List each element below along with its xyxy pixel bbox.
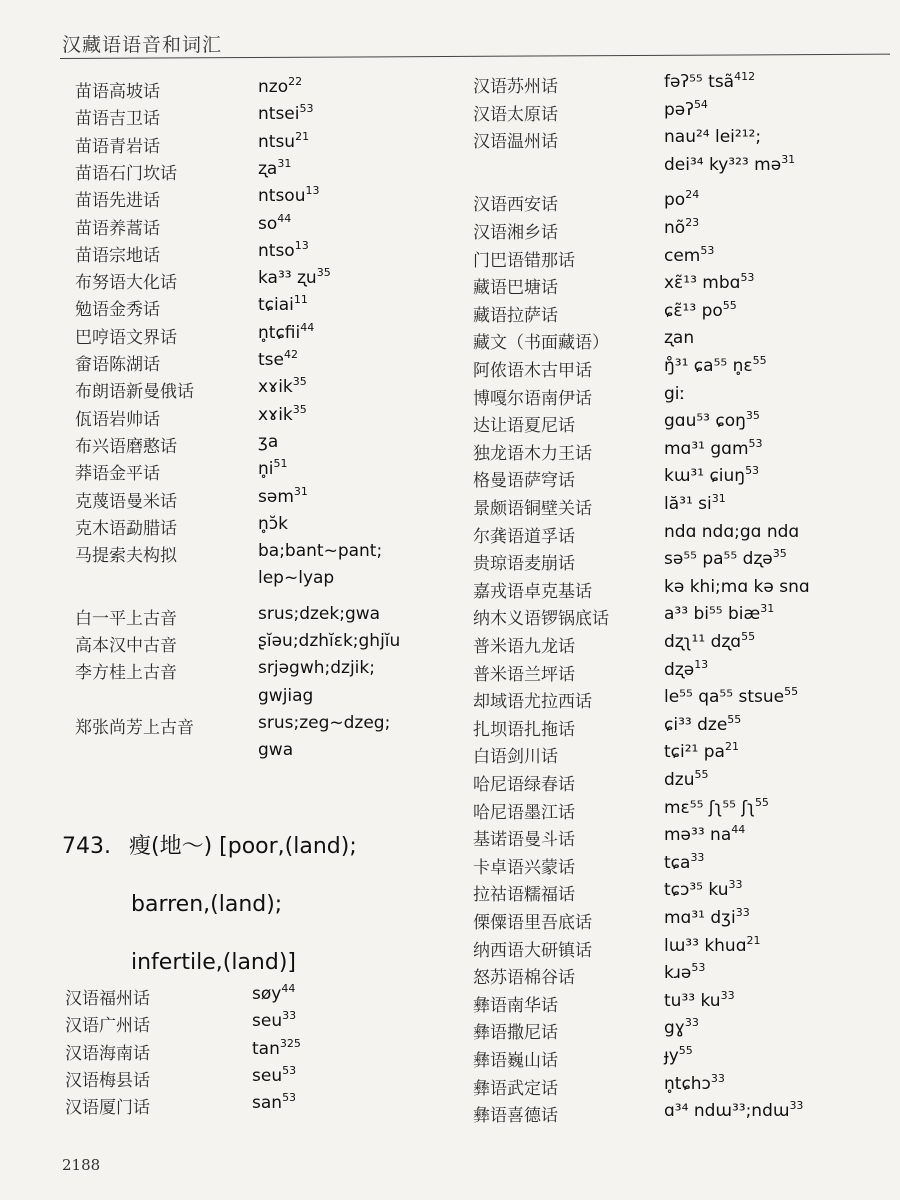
tone-superscript: 35: [316, 266, 331, 280]
form-base: ʂĭǝu;dzhĭɛk;ghjĭu: [258, 631, 401, 651]
list-item: [0, 632, 900, 660]
phonetic-form: [664, 243, 715, 266]
dialect-name: 格曼语萨穹话: [473, 471, 575, 492]
form-base: n̥i: [258, 459, 274, 480]
list-item: [0, 152, 900, 183]
dialect-name: 高本汉中古音: [75, 636, 177, 656]
phonetic-form: [664, 770, 709, 790]
tone-superscript: 44: [731, 823, 746, 837]
form-base: a³³ bi⁵⁵ biæ: [664, 604, 761, 625]
form-base: mɑ³¹ dʒi: [664, 908, 736, 928]
form-base: nau²⁴ lei²¹²;: [664, 127, 762, 148]
dialect-name: 马提索夫构拟: [75, 546, 177, 567]
phonetic-form: [664, 712, 742, 735]
phonetic-form: [664, 742, 739, 762]
list-item: [0, 742, 900, 770]
form-base: tse: [258, 350, 284, 370]
tone-superscript: 35: [772, 547, 787, 561]
tone-superscript: 33: [690, 850, 705, 864]
phonetic-form: [664, 152, 796, 175]
tone-superscript: 13: [294, 238, 309, 252]
dialect-name: 汉语海南话: [65, 1043, 150, 1064]
form-base: pəʔ: [664, 99, 694, 120]
list-item: [0, 657, 900, 688]
tone-superscript: 33: [282, 1009, 297, 1023]
phonetic-form: [664, 933, 761, 956]
entry-gloss-line3: infertile,(land)]: [131, 950, 297, 975]
dialect-name: 基诺语曼斗话: [473, 830, 575, 851]
dialect-name: 纳西语大研镇话: [473, 940, 592, 961]
tone-superscript: 53: [282, 1091, 297, 1105]
dialect-name: 博嘎尔语南伊话: [473, 388, 592, 409]
dialect-name: 白语剑川话: [473, 747, 558, 768]
phonetic-form: [664, 1101, 803, 1121]
tone-superscript: 24: [685, 188, 700, 202]
tone-superscript: 42: [283, 348, 298, 361]
form-base: dʐʅ¹¹ dʐɑ: [664, 632, 742, 652]
phonetic-form: [664, 1046, 693, 1066]
tone-superscript: 22: [288, 75, 303, 88]
tone-superscript: 53: [745, 464, 760, 478]
form-base: cem: [664, 245, 701, 266]
tone-superscript: 35: [292, 375, 307, 389]
phonetic-form: [664, 97, 708, 120]
dialect-name: 达让语夏尼话: [473, 416, 575, 437]
dialect-name: 克蔑语曼米话: [75, 491, 177, 512]
list-item: [0, 850, 900, 881]
dialect-name: 苗语先进话: [75, 191, 160, 212]
form-base: ka³³ ʐu: [258, 268, 317, 289]
phonetic-form: [664, 494, 726, 514]
list-item: [0, 880, 900, 908]
form-base: seu: [252, 1011, 283, 1032]
list-item: [0, 604, 900, 632]
dialect-name: 汉语厦门话: [65, 1098, 150, 1119]
phonetic-form: [664, 687, 798, 707]
tone-superscript: 54: [693, 97, 708, 111]
dialect-name: 白一平上古音: [75, 608, 177, 629]
form-base: srjəgwh;dzjik;: [258, 658, 375, 679]
phonetic-form: [664, 190, 699, 210]
list-item: [0, 1018, 900, 1046]
dialect-name: 嘉戎语卓克基话: [473, 581, 592, 602]
form-base: ntsu: [258, 131, 296, 152]
dialect-name: 普米语九龙话: [473, 637, 575, 657]
tone-superscript: 51: [273, 457, 288, 471]
dialect-name: 贵琼语麦崩话: [473, 554, 575, 575]
dialect-name: 汉语梅县话: [65, 1070, 150, 1091]
form-base: tɕiai: [258, 295, 294, 316]
form-base: sə⁵⁵ pa⁵⁵ dʐə: [664, 549, 773, 570]
phonetic-form: [664, 411, 760, 431]
form-base: ɕi³³ dze: [664, 714, 728, 735]
form-base: gwa: [258, 740, 294, 761]
dialect-name: 苗语养蒿话: [75, 218, 160, 239]
form-base: mɛ⁵⁵ ʃʅ⁵⁵ ʃʅ: [664, 797, 755, 818]
phonetic-form: [664, 1018, 699, 1038]
dialect-name: 勉语金秀话: [75, 300, 160, 321]
form-base: gɑu⁵³ ɕoŋ: [664, 411, 746, 432]
dialect-name: 汉语苏州话: [473, 77, 558, 97]
form-base: lă³¹ si: [664, 494, 712, 514]
dialect-name: 普米语兰坪话: [473, 664, 575, 685]
form-base: lep~lyap: [258, 568, 335, 589]
dialect-name: 佤语岩帅话: [75, 409, 160, 430]
tone-superscript: 21: [746, 933, 761, 947]
dialect-name: 苗语高坡话: [75, 82, 160, 102]
form-base: dzu: [664, 770, 695, 790]
dialect-name: 彝语喜德话: [473, 1106, 558, 1127]
form-base: xɤik: [258, 404, 293, 425]
phonetic-form: [664, 632, 755, 652]
form-base: kɹə: [664, 963, 692, 984]
tone-superscript: 55: [784, 685, 799, 699]
form-base: ŋ̊³¹ ɕa⁵⁵ n̥ɛ: [664, 356, 753, 376]
phonetic-form: [664, 328, 694, 348]
dialect-name: 怒苏语棉谷话: [473, 968, 575, 989]
dialect-name: 汉语广州话: [65, 1016, 150, 1037]
dialect-name: 景颇语铜壁关话: [473, 499, 592, 519]
list-item: [0, 494, 900, 522]
dialect-name: 彝语南华话: [473, 995, 558, 1016]
tone-superscript: 35: [292, 402, 307, 416]
form-base: so: [258, 213, 278, 234]
entry-gloss-line2: barren,(land);: [131, 892, 283, 917]
dialect-name: 苗语宗地话: [75, 245, 160, 266]
tone-superscript: 33: [728, 878, 743, 892]
form-base: giː: [664, 383, 686, 404]
tone-superscript: 21: [295, 129, 310, 143]
form-base: ba;bant~pant;: [258, 541, 383, 562]
phonetic-form: [664, 850, 705, 873]
tone-superscript: 33: [710, 1071, 725, 1085]
dialect-name: 布朗语新曼俄话: [75, 382, 194, 403]
list-item: [0, 97, 900, 128]
form-base: ntsei: [258, 104, 300, 125]
form-base: kɯ³¹ ɕiuŋ: [664, 466, 746, 487]
form-base: lɯ³³ khuɑ: [664, 935, 747, 956]
phonetic-form: [664, 273, 754, 293]
list-item: [0, 411, 900, 439]
phonetic-form: [664, 988, 735, 1011]
phonetic-form: [664, 604, 774, 624]
form-base: gɣ: [664, 1018, 685, 1039]
tone-superscript: 31: [293, 484, 308, 498]
form-base: ʐan: [664, 328, 695, 349]
dialect-name: 汉语湘乡话: [473, 223, 558, 243]
phonetic-form: [664, 218, 699, 238]
dialect-name: 克木语勐腊话: [75, 518, 177, 539]
dialect-name: 布努语大化话: [75, 273, 177, 294]
dialect-name: 傈僳语里吾底话: [473, 913, 592, 933]
list-item: [0, 190, 900, 218]
phonetic-form: [664, 1071, 725, 1094]
list-item: [0, 712, 900, 743]
form-base: tɕa: [664, 852, 691, 873]
dialect-name: 卡卓语兴蒙话: [473, 857, 575, 878]
dialect-name: 彝语巍山话: [473, 1051, 558, 1071]
list-item: [0, 1046, 900, 1074]
list-item: [0, 795, 900, 826]
tone-superscript: 55: [727, 712, 742, 726]
form-base: n̥tɕfii: [258, 322, 301, 343]
dialect-name: 巴哼语文界话: [75, 327, 177, 348]
tone-superscript: 31: [781, 152, 796, 166]
tone-superscript: 55: [722, 298, 737, 312]
form-base: kə khi;mɑ kə snɑ: [664, 576, 810, 597]
entry-number: 743.: [62, 834, 111, 859]
form-base: xɤik: [258, 377, 293, 398]
tone-superscript: 31: [277, 156, 292, 170]
form-base: ɕɛ̃¹³ po: [664, 300, 723, 321]
form-base: le⁵⁵ qa⁵⁵ stsue: [664, 687, 785, 708]
tone-superscript: 33: [684, 1016, 699, 1030]
tone-superscript: 31: [760, 602, 775, 616]
phonetic-form: [664, 880, 742, 900]
tone-superscript: 55: [741, 630, 756, 643]
phonetic-form: [664, 127, 761, 147]
list-item: [0, 72, 900, 100]
tone-superscript: 23: [685, 216, 700, 229]
form-base: tan: [252, 1038, 280, 1059]
form-base: mə³³ na: [664, 825, 732, 846]
list-item: [0, 687, 900, 715]
tone-superscript: 35: [745, 409, 760, 423]
phonetic-form: [664, 72, 755, 92]
list-item: [0, 1101, 900, 1129]
tone-superscript: 33: [720, 988, 735, 1002]
tone-superscript: 412: [734, 70, 756, 83]
phonetic-form: [664, 298, 737, 321]
dialect-name: 哈尼语绿春话: [473, 775, 575, 795]
entry-title: 瘦(地～) [poor,(land);: [128, 834, 357, 859]
tone-superscript: 55: [754, 795, 769, 809]
list-item: [0, 963, 900, 991]
list-item: [0, 825, 900, 853]
dialect-name: 门巴语错那话: [473, 250, 575, 271]
dialect-name: 畲语陈湖话: [75, 355, 160, 375]
form-base: gwjiag: [258, 685, 314, 706]
dialect-name: 彝语武定话: [473, 1078, 558, 1099]
form-base: n̥ɔ̆k: [258, 513, 288, 534]
tone-superscript: 33: [735, 906, 750, 919]
tone-superscript: 55: [678, 1044, 693, 1057]
form-base: xɛ̃¹³ mbɑ: [664, 273, 741, 294]
phonetic-form: [664, 908, 750, 928]
dialect-name: 苗语石门坎话: [75, 163, 177, 184]
tone-superscript: 13: [694, 657, 709, 671]
form-base: ɟy: [664, 1046, 679, 1066]
dialect-name: 苗语吉卫话: [75, 109, 160, 130]
form-base: dei³⁴ ky³²³ mə: [664, 154, 782, 175]
list-item: [0, 328, 900, 356]
dialect-name: 藏语巴塘话: [473, 278, 558, 299]
dialect-name: 纳木义语锣锅底话: [473, 609, 609, 630]
list-item: [0, 466, 900, 494]
form-base: ʐa: [258, 158, 278, 179]
form-base: srus;zeg~dzeg;: [258, 712, 391, 733]
tone-superscript: 21: [724, 740, 739, 754]
dialect-name: 藏语拉萨话: [473, 305, 558, 326]
phonetic-form: [664, 522, 799, 542]
form-base: mɑ³¹ gɑm: [664, 438, 749, 459]
dialect-name: 郑张尚芳上古音: [75, 717, 194, 738]
form-base: nõ: [664, 218, 686, 238]
running-header-title: 汉藏语语音和词汇: [62, 34, 223, 56]
tone-superscript: 53: [748, 436, 763, 450]
dialect-name: 汉语温州话: [473, 132, 558, 153]
list-item: [0, 356, 900, 384]
dialect-name: 尔龚语道孚话: [473, 526, 575, 547]
phonetic-form: [664, 825, 745, 845]
dialect-name: 却域语尤拉西话: [473, 692, 592, 713]
form-base: seu: [252, 1065, 283, 1086]
list-item: [0, 273, 900, 301]
tone-superscript: 55: [694, 768, 709, 781]
dialect-name: 布兴语磨憨话: [75, 436, 177, 457]
tone-superscript: 53: [740, 271, 755, 285]
tone-superscript: 44: [277, 211, 292, 225]
form-base: ɑ³⁴ ndɯ³³;ndɯ: [664, 1101, 790, 1122]
list-item: [0, 933, 900, 964]
form-base: dʐə: [664, 659, 695, 680]
dialect-name: 扎坝语扎拖话: [473, 719, 575, 740]
dialect-name: 拉祜语糯福话: [473, 885, 575, 906]
form-base: srus;dzek;gwa: [258, 603, 381, 624]
list-item: [0, 522, 900, 550]
list-item: [0, 577, 900, 605]
form-base: tɕɔ³⁵ ku: [664, 880, 729, 901]
phonetic-form: [664, 384, 685, 404]
phonetic-form: [664, 356, 767, 376]
list-item: [0, 127, 900, 155]
form-base: ntso: [258, 240, 295, 261]
form-base: søy: [252, 984, 282, 1004]
dialect-name: 藏文（书面藏语）: [473, 333, 609, 354]
dialect-name: 李方桂上古音: [75, 663, 177, 684]
phonetic-form: [664, 657, 709, 680]
form-base: tu³³ ku: [664, 990, 721, 1011]
dialect-name: 独龙语木力王话: [473, 443, 592, 464]
form-base: nzo: [258, 77, 289, 97]
tone-superscript: 13: [305, 184, 320, 198]
form-base: ndɑ ndɑ;gɑ ndɑ: [664, 521, 800, 542]
phonetic-form: [664, 795, 769, 818]
form-base: san: [252, 1093, 283, 1114]
dialect-name: 汉语太原话: [473, 104, 558, 125]
form-base: ntsou: [258, 186, 306, 207]
list-item: [0, 436, 900, 467]
dialect-name: 莽语金平话: [75, 464, 160, 485]
tone-superscript: 53: [282, 1063, 297, 1077]
form-base: tɕi²¹ pa: [664, 742, 725, 763]
tone-superscript: 11: [293, 293, 308, 307]
list-item: [0, 770, 900, 798]
dialect-name: 苗语青岩话: [75, 136, 160, 157]
list-item: [0, 549, 900, 577]
form-base: n̥tɕhɔ: [664, 1073, 711, 1094]
phonetic-form: [664, 436, 763, 459]
list-item: [0, 218, 900, 246]
tone-superscript: 31: [711, 492, 726, 505]
form-base: səm: [258, 486, 294, 507]
dialect-name: 阿侬语木古甲话: [473, 361, 592, 381]
tone-superscript: 33: [789, 1099, 804, 1113]
phonetic-form: [664, 549, 787, 569]
phonetic-form: [664, 466, 759, 486]
form-base: ʒa: [258, 431, 279, 452]
dialect-name: 彝语撒尼话: [473, 1023, 558, 1044]
dialect-name: 汉语西安话: [473, 195, 558, 216]
dialect-name: 汉语福州话: [65, 989, 150, 1009]
tone-superscript: 53: [299, 102, 314, 116]
form-base: fəʔ⁵⁵ tsã: [664, 72, 735, 92]
page-number: 2188: [62, 1156, 101, 1174]
form-base: po: [664, 190, 686, 211]
tone-superscript: 55: [752, 354, 767, 367]
phonetic-form: [664, 577, 810, 597]
dialect-name: 哈尼语墨江话: [473, 802, 575, 823]
tone-superscript: 44: [300, 320, 315, 334]
tone-superscript: 53: [700, 243, 715, 257]
tone-superscript: 325: [279, 1036, 301, 1050]
list-item: [0, 908, 900, 936]
tone-superscript: 53: [691, 961, 706, 975]
list-item: [0, 384, 900, 412]
tone-superscript: 44: [281, 982, 296, 995]
phonetic-form: [664, 963, 705, 983]
